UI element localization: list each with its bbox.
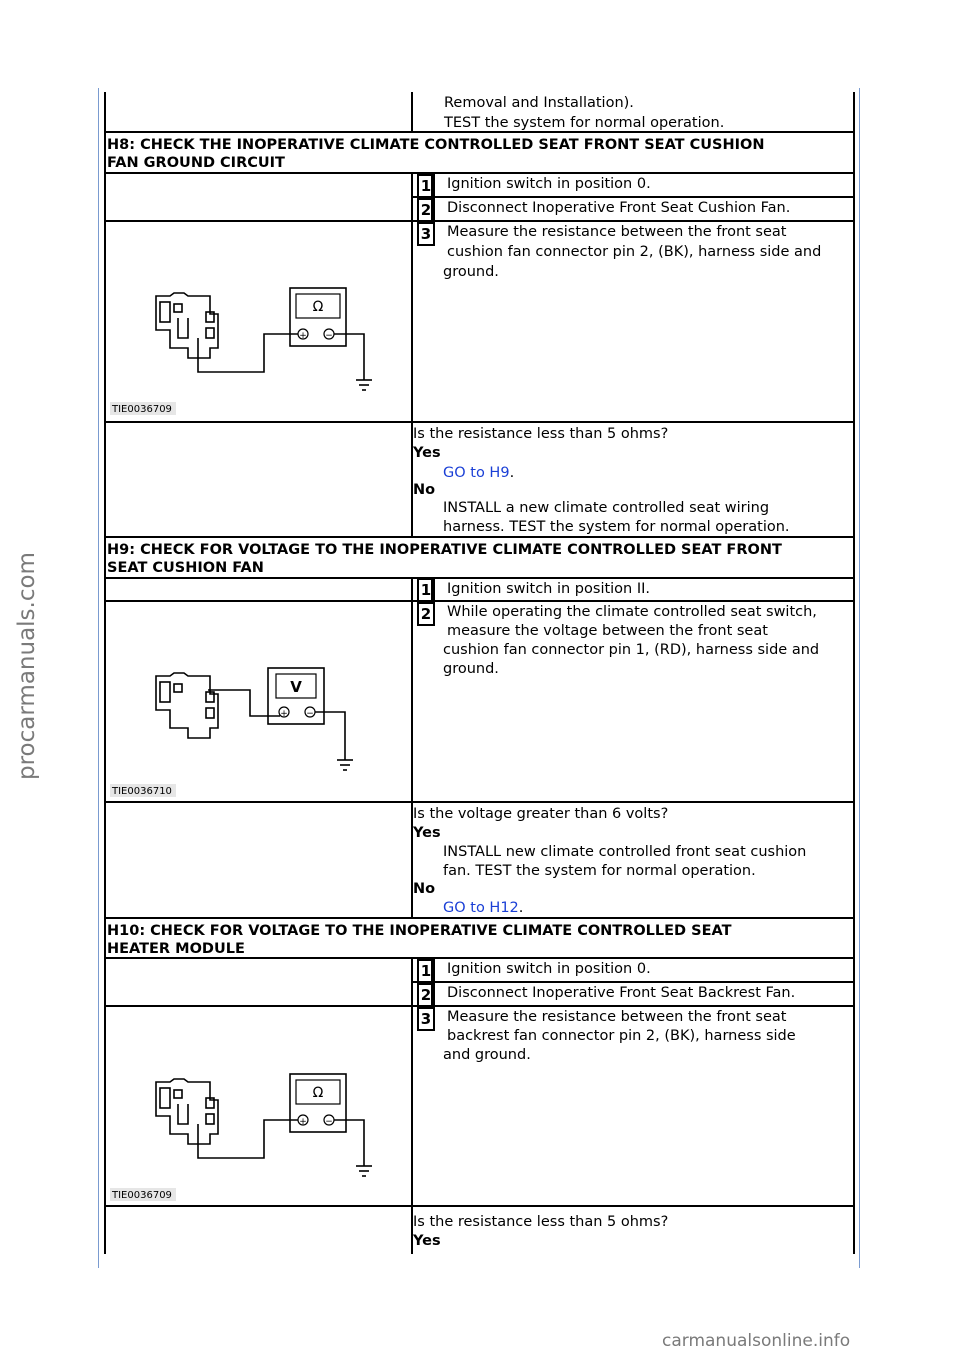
h10-step3-number: 3 xyxy=(417,1007,435,1031)
h10-title-line1: H10: CHECK FOR VOLTAGE TO THE INOPERATIVE CLIMATE CONTROLLED SEAT xyxy=(107,923,732,939)
prev-step-line1: Removal and Installation). xyxy=(444,95,634,111)
margin-line-left xyxy=(98,88,99,1268)
row-divider xyxy=(104,957,855,959)
column-divider xyxy=(411,92,413,132)
h8-step3-line2: cushion fan connector pin 2, (BK), harness side and xyxy=(447,244,822,260)
h10-yes-label: Yes xyxy=(413,1233,441,1249)
go-to-h9-link[interactable]: GO to H9 xyxy=(443,465,510,481)
svg-text:−: − xyxy=(325,1117,333,1127)
h8-resistance-diagram xyxy=(108,280,408,416)
h10-step1-text: Ignition switch in position 0. xyxy=(447,961,651,977)
h8-step2-text: Disconnect Inoperative Front Seat Cushion Fan. xyxy=(447,200,791,216)
h9-step2-number: 2 xyxy=(417,602,435,626)
h9-no-label: No xyxy=(413,881,436,897)
h9-voltage-diagram xyxy=(108,660,408,798)
h9-step2-line2: measure the voltage between the front seat xyxy=(447,623,768,639)
svg-text:−: − xyxy=(306,709,314,719)
row-divider xyxy=(104,220,855,222)
h10-step3-line1: Measure the resistance between the front seat xyxy=(447,1009,787,1025)
margin-line-right xyxy=(859,88,860,1268)
h8-step2-number: 2 xyxy=(417,198,435,222)
connector-icon xyxy=(156,673,218,738)
meter-symbol: V xyxy=(290,678,302,696)
punctuation: . xyxy=(518,900,524,916)
figure-id: TIE0036710 xyxy=(112,786,172,797)
connector-icon xyxy=(156,1079,218,1144)
h9-step2-line1: While operating the climate controlled seat switch, xyxy=(447,604,817,620)
h9-step2-line4: ground. xyxy=(443,661,499,677)
h8-step3-number: 3 xyxy=(417,222,435,246)
h8-step1-number: 1 xyxy=(417,174,435,198)
row-divider xyxy=(104,131,855,133)
go-to-h12-link[interactable]: GO to H12 xyxy=(443,900,519,916)
h10-question: Is the resistance less than 5 ohms? xyxy=(413,1214,669,1230)
row-divider xyxy=(104,421,855,423)
h8-question: Is the resistance less than 5 ohms? xyxy=(413,426,669,442)
h9-title-line1: H9: CHECK FOR VOLTAGE TO THE INOPERATIVE CLIMATE CONTROLLED SEAT FRONT xyxy=(107,542,782,558)
h10-step3-line2: backrest fan connector pin 2, (BK), harness side xyxy=(447,1028,796,1044)
h9-title-line2: SEAT CUSHION FAN xyxy=(107,560,264,576)
row-divider xyxy=(411,981,855,983)
h8-yes-label: Yes xyxy=(413,445,441,461)
h10-step2-number: 2 xyxy=(417,983,435,1007)
row-divider xyxy=(104,577,855,579)
h8-title-line1: H8: CHECK THE INOPERATIVE CLIMATE CONTROLLED SEAT FRONT SEAT CUSHION xyxy=(107,137,765,153)
figure-id: TIE0036709 xyxy=(112,1190,172,1201)
svg-text:+: + xyxy=(299,1117,307,1127)
figure-id: TIE0036709 xyxy=(112,404,172,415)
h8-step3-line1: Measure the resistance between the front seat xyxy=(447,224,787,240)
prev-step-line2: TEST the system for normal operation. xyxy=(444,115,725,131)
h10-step1-number: 1 xyxy=(417,959,435,983)
h8-no-line2: harness. TEST the system for normal operation. xyxy=(443,519,790,535)
side-watermark: procarmanuals.com xyxy=(14,552,40,780)
h9-step2-line3: cushion fan connector pin 1, (RD), harness side and xyxy=(443,642,820,658)
h9-yes-line1: INSTALL new climate controlled front seat cushion xyxy=(443,844,807,860)
svg-text:−: − xyxy=(325,331,333,341)
row-divider xyxy=(104,172,855,174)
connector-icon xyxy=(156,293,218,358)
row-divider xyxy=(104,1205,855,1207)
h9-no-answer xyxy=(443,899,523,918)
meter-symbol: Ω xyxy=(312,1085,324,1101)
h9-step1-number: 1 xyxy=(417,578,435,602)
h9-step1-text: Ignition switch in position II. xyxy=(447,581,651,597)
ground-icon xyxy=(356,1166,372,1176)
punctuation: . xyxy=(509,465,515,481)
h9-yes-line2: fan. TEST the system for normal operation. xyxy=(443,863,756,879)
table-border-left xyxy=(104,92,106,1254)
row-divider xyxy=(104,600,855,602)
ground-icon xyxy=(337,760,353,770)
svg-text:+: + xyxy=(280,709,288,719)
column-divider xyxy=(411,957,413,1254)
ground-icon xyxy=(356,380,372,390)
h8-step1-text: Ignition switch in position 0. xyxy=(447,176,651,192)
h10-resistance-diagram xyxy=(108,1066,408,1202)
row-divider xyxy=(411,196,855,198)
h8-no-label: No xyxy=(413,482,436,498)
h8-title-line2: FAN GROUND CIRCUIT xyxy=(107,155,285,171)
meter-symbol: Ω xyxy=(312,299,324,315)
h8-yes-answer xyxy=(443,464,514,483)
h10-step3-line3: and ground. xyxy=(443,1047,531,1063)
h10-title-line2: HEATER MODULE xyxy=(107,941,245,957)
row-divider xyxy=(104,1005,855,1007)
column-divider xyxy=(411,577,413,918)
row-divider xyxy=(104,917,855,919)
row-divider xyxy=(104,536,855,538)
h9-question: Is the voltage greater than 6 volts? xyxy=(413,806,669,822)
h8-no-line1: INSTALL a new climate controlled seat wiring xyxy=(443,500,770,516)
table-border-right xyxy=(853,92,855,1254)
h9-yes-label: Yes xyxy=(413,825,441,841)
bottom-watermark: carmanualsonline.info xyxy=(662,1331,851,1351)
h8-step3-line3: ground. xyxy=(443,264,499,280)
h10-step2-text: Disconnect Inoperative Front Seat Backrest Fan. xyxy=(447,985,796,1001)
svg-text:+: + xyxy=(299,331,307,341)
row-divider xyxy=(104,801,855,803)
